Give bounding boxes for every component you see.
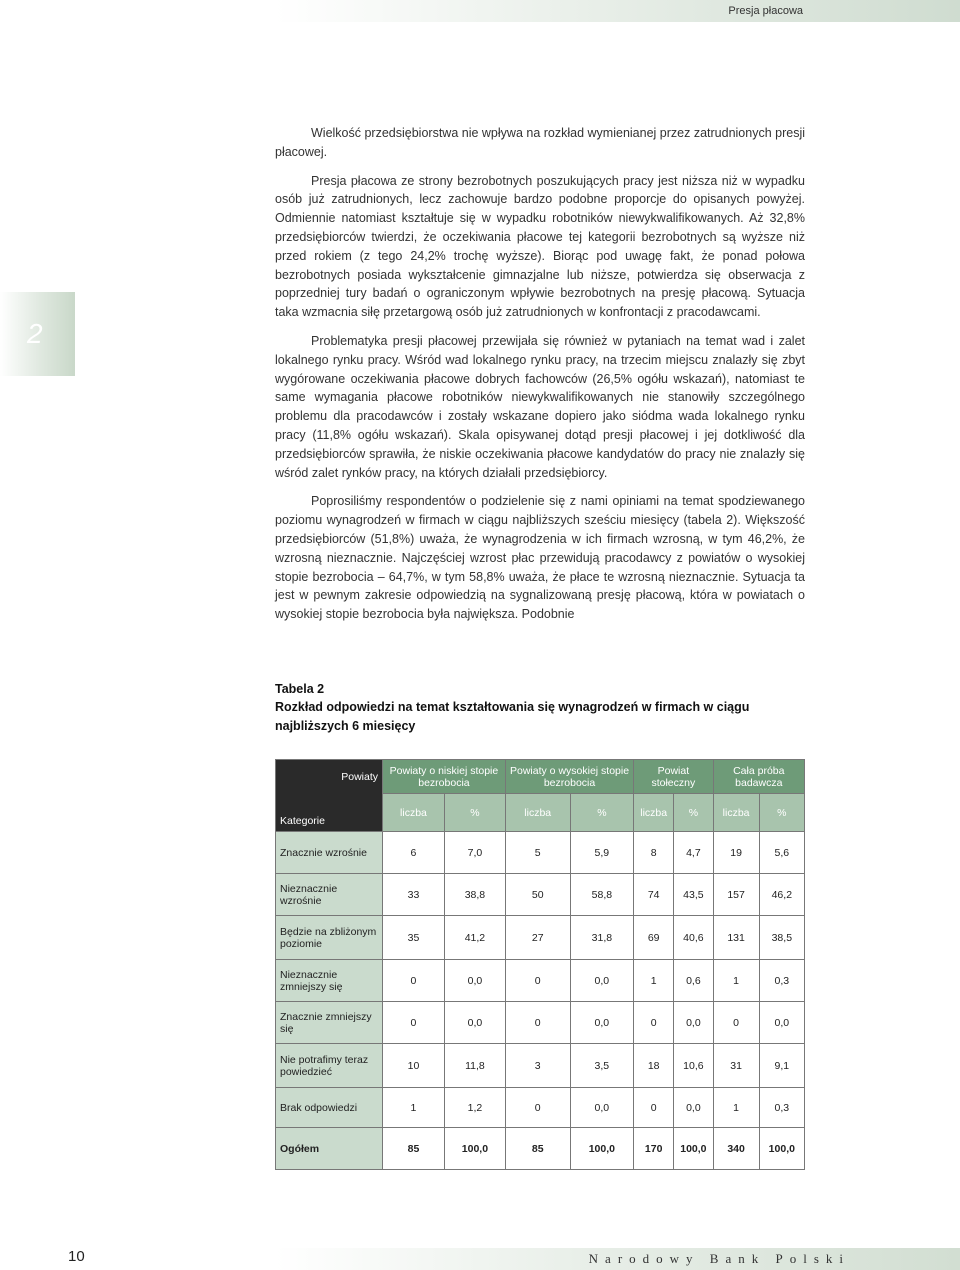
chapter-number: 2	[27, 318, 43, 349]
sub-header: liczba	[505, 794, 570, 832]
table-cell: 0	[634, 1088, 674, 1128]
table-cell: 19	[713, 832, 759, 874]
table-cell: 5	[505, 832, 570, 874]
table-cell: 1	[713, 960, 759, 1002]
table-cell: 41,2	[444, 916, 505, 960]
sub-header: %	[759, 794, 804, 832]
table-cell: 0,0	[674, 1002, 713, 1044]
table-cell: 33	[383, 874, 445, 916]
table-cell: 100,0	[759, 1128, 804, 1170]
corner-top: Powiaty	[276, 760, 383, 794]
table-cell: 0	[505, 1002, 570, 1044]
table-cell: 0,0	[444, 960, 505, 1002]
table-cell: 100,0	[570, 1128, 634, 1170]
table-cell: 170	[634, 1128, 674, 1170]
table-row	[276, 916, 805, 960]
table-cell: 0,6	[674, 960, 713, 1002]
group-header: Powiaty o niskiej stopie bezrobocia	[383, 760, 506, 794]
sub-header: liczba	[634, 794, 674, 832]
table-row-total	[276, 1128, 805, 1170]
table-cell: 0,0	[444, 1002, 505, 1044]
table-cell: 8	[634, 832, 674, 874]
footer-brand: Narodowy Bank Polski	[588, 1251, 850, 1266]
table-cell: 27	[505, 916, 570, 960]
table-row	[276, 1002, 805, 1044]
table-cell: 7,0	[444, 832, 505, 874]
row-label: Nieznacznie zmniejszy się	[276, 960, 383, 1002]
data-table	[275, 759, 805, 1170]
table-cell: 46,2	[759, 874, 804, 916]
table-cell: 69	[634, 916, 674, 960]
table-cell: 0	[383, 960, 445, 1002]
table-cell: 18	[634, 1044, 674, 1088]
table-cell: 0,0	[570, 1002, 634, 1044]
table-cell: 85	[383, 1128, 445, 1170]
paragraph: Poprosiliśmy respondentów o podzielenie się z nami opiniami na temat spodziewanego poziomu wynagrodzeń w firmach w ciągu najbliższych sześciu miesięcy (tabela 2). Większość przedsiębiorców (51,8%) uważa, że wynagrodzenia w ich firmach wzrosną, w tym 46,2%, że wzrosną nieznacznie. Najczęściej wzrost płac przewidują pracodawcy z powiatów o wysokiej stopie bezrobocia – 64,7%, w tym 58,8% uważa, że płace te wzrosną nieznacznie. Sytuacja ta jest w pewnym zakresie odpowiedzią na sygnalizowaną presję płacową, która w powiatach o wysokiej stopie bezrobocia była największa. Podobnie	[275, 494, 805, 622]
table-cell: 10	[383, 1044, 445, 1088]
table-row	[276, 1044, 805, 1088]
table-cell: 1	[634, 960, 674, 1002]
table-row	[276, 960, 805, 1002]
running-header: Presja płacowa	[728, 5, 803, 17]
table-cell: 74	[634, 874, 674, 916]
table-cell: 38,8	[444, 874, 505, 916]
row-label: Brak odpowiedzi	[276, 1088, 383, 1128]
table-cell: 58,8	[570, 874, 634, 916]
table-cell: 40,6	[674, 916, 713, 960]
table-cell: 38,5	[759, 916, 804, 960]
group-header: Powiat stołeczny	[634, 760, 713, 794]
row-label: Znacznie zmniejszy się	[276, 1002, 383, 1044]
table-cell: 50	[505, 874, 570, 916]
row-label: Znacznie wzrośnie	[276, 832, 383, 874]
paragraph: Presja płacowa ze strony bezrobotnych poszukujących pracy jest niższa niż w wypadku osób już zatrudnionych, lecz zachowuje bardzo podobne proporcje do opisanych powyżej. Odmiennie natomiast kształtuje się w wypadku robotników niewykwalifikowanych. Aż 32,8% przedsiębiorców twierdzi, że oczekiwania płacowe tej kategorii bezrobotnych są wyższe niż przed rokiem (z tego 24,2% trochę wyższe). Biorąc pod uwagę fakt, że ponad połowa bezrobotnych posiada wykształcenie gimnazjalne lub niższe, potwierdza się obserwacja z poprzedniej tury badań o ograniczonym wpływie bezrobotnych na presję płacową. Sytuacja taka wzmacnia siłę przetargową osób już zatrudnionych w konfrontacji z pracodawcami.	[275, 173, 805, 320]
table-cell: 0,0	[570, 960, 634, 1002]
table-cell: 0,3	[759, 960, 804, 1002]
table-cell: 6	[383, 832, 445, 874]
sub-header: liczba	[713, 794, 759, 832]
group-header: Cała próba badawcza	[713, 760, 804, 794]
table-cell: 0	[505, 1088, 570, 1128]
table-cell: 131	[713, 916, 759, 960]
table-cell: 0	[634, 1002, 674, 1044]
table-cell: 5,6	[759, 832, 804, 874]
table-cell: 0,0	[674, 1088, 713, 1128]
table-cell: 0	[713, 1002, 759, 1044]
row-label: Ogółem	[276, 1128, 383, 1170]
table-cell: 100,0	[674, 1128, 713, 1170]
body-text	[275, 124, 805, 634]
table-cell: 0	[505, 960, 570, 1002]
table-number: Tabela 2	[275, 682, 325, 696]
table-cell: 11,8	[444, 1044, 505, 1088]
table-cell: 0,0	[570, 1088, 634, 1128]
sub-header: %	[570, 794, 634, 832]
row-label: Nie potrafimy teraz powiedzieć	[276, 1044, 383, 1088]
table-row	[276, 832, 805, 874]
table-cell: 31,8	[570, 916, 634, 960]
row-label: Nieznacznie wzrośnie	[276, 874, 383, 916]
table-cell: 43,5	[674, 874, 713, 916]
table-cell: 0	[383, 1002, 445, 1044]
table-body	[276, 832, 805, 1170]
sub-header: %	[674, 794, 713, 832]
table-cell: 5,9	[570, 832, 634, 874]
table-cell: 10,6	[674, 1044, 713, 1088]
page-number: 10	[68, 1248, 85, 1265]
table-cell: 157	[713, 874, 759, 916]
paragraph: Problematyka presji płacowej przewijała się również w pytaniach na temat wad i zalet lokalnego rynku pracy. Wśród wad lokalnego rynku pracy, na trzecim miejscu znalazły się zbyt wygórowane oczekiwania płacowe dobrych fachowców (26,5% ogółu wskazań), natomiast te same wymagania płacowe robotników niewykwalifikowanych nie stanowiły szczególnego problemu dla pracodawców i zostały wskazane dopiero jako siódma wada lokalnego rynku pracy (11,8% ogółu wskazań). Skala opisywanej dotąd presji płacowej i jej dotkliwość dla przedsiębiorców sprawiła, że niskie oczekiwania płacowe kandydatów do pracy nie znalazły się wśród zalet rynków pracy, na których działali przedsiębiorcy.	[275, 333, 805, 480]
table-title: Rozkład odpowiedzi na temat kształtowania się wynagrodzeń w firmach w ciągu najbliższych 6 miesięcy	[275, 700, 750, 733]
table-cell: 340	[713, 1128, 759, 1170]
table-cell: 1	[713, 1088, 759, 1128]
table-cell: 0,3	[759, 1088, 804, 1128]
table-cell: 85	[505, 1128, 570, 1170]
table-cell: 3	[505, 1044, 570, 1088]
group-header: Powiaty o wysokiej stopie bezrobocia	[505, 760, 633, 794]
sub-header: liczba	[383, 794, 445, 832]
table-cell: 4,7	[674, 832, 713, 874]
row-label: Będzie na zbliżonym poziomie	[276, 916, 383, 960]
corner-bottom: Kategorie	[276, 794, 383, 832]
table-cell: 9,1	[759, 1044, 804, 1088]
table-cell: 1	[383, 1088, 445, 1128]
table-cell: 1,2	[444, 1088, 505, 1128]
table-cell: 35	[383, 916, 445, 960]
table-cell: 31	[713, 1044, 759, 1088]
sub-header: %	[444, 794, 505, 832]
table-row	[276, 874, 805, 916]
table-cell: 100,0	[444, 1128, 505, 1170]
table-row	[276, 1088, 805, 1128]
table-cell: 3,5	[570, 1044, 634, 1088]
table-cell: 0,0	[759, 1002, 804, 1044]
header-bar	[275, 0, 960, 22]
table-caption	[275, 682, 805, 736]
paragraph: Wielkość przedsiębiorstwa nie wpływa na rozkład wymienianej przez zatrudnionych presji płacowej.	[275, 126, 805, 159]
